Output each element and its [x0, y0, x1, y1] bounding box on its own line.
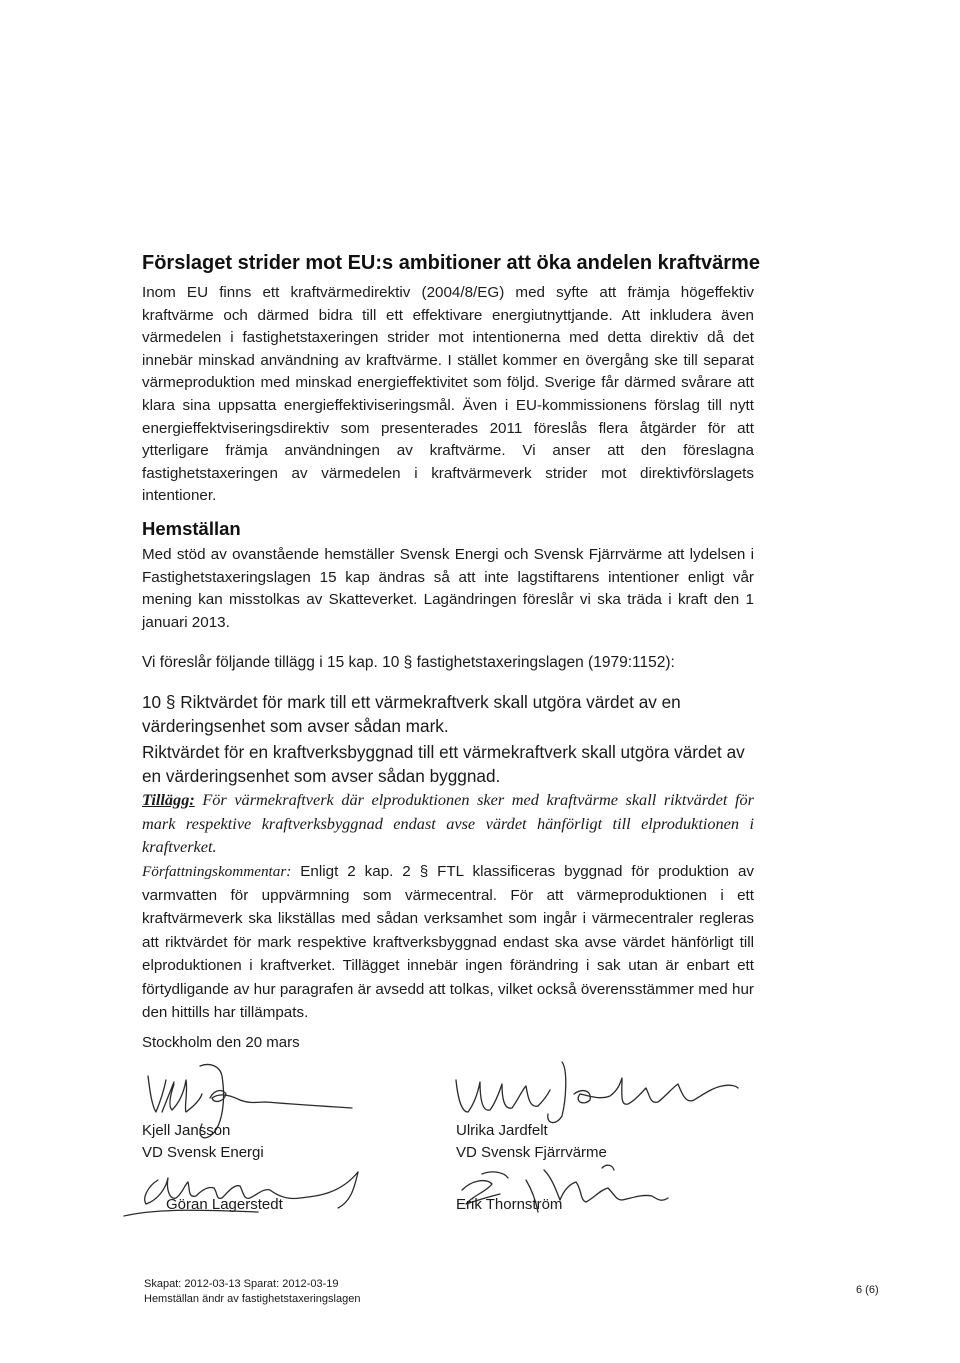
- addition-label: Tillägg:: [142, 790, 195, 809]
- footer-dates: Skapat: 2012-03-13 Sparat: 2012-03-19: [144, 1278, 339, 1290]
- section-heading-eu-ambitions: Förslaget strider mot EU:s ambitioner att öka andelen kraftvärme: [142, 252, 760, 274]
- page-number: 6 (6): [856, 1284, 879, 1296]
- section-body-hemstallan: Med stöd av ovanstående hemställer Svensk Energi och Svensk Fjärrvärme att lydelsen i Fastighetstaxeringslagen 15 kap ändras så att inte lagstiftarens intentioner enligt vår mening kan misstolkas av Skatteverket. Lagändringen föreslår vi ska träda i kraft den 1 januari 2013.: [142, 546, 754, 631]
- comment-paragraph: [142, 860, 754, 1025]
- signatory-left-2: Göran Lagerstedt: [166, 1196, 283, 1213]
- signatory-right-2: Erik Thornström: [456, 1196, 563, 1213]
- proposal-paragraph-2: Riktvärdet för en kraftverksbyggnad till ett värmekraftverk skall utgöra värdet av en värderingsenhet som avser sådan byggnad.: [142, 742, 745, 786]
- signature-ulrika-jardfelt: [450, 1060, 740, 1130]
- section-body-eu-ambitions: Inom EU finns ett kraftvärmedirektiv (2004/8/EG) med syfte att främja högeffektiv kraftvärme och därmed bidra till ett effektivare energiutnyttjande. Att inkludera även värmedelen i fastighetstaxeringen strider mot intentionerna med detta direktiv då det innebär minskad användning av kraftvärme. I stället kommer en övergång ske till separat värmeproduktion med minskad energieffektivitet som följd. Sverige får därmed svårare att klara sina uppsatta energieffektiviseringsmål. Även i EU-kommissionens förslag till nytt energieffektviseringsdirektiv som presenterades 2011 föreslås flera åtgärder för att ytterligare främja användningen av kraftvärme. Vi anser att den föreslagna fastighetstaxeringen av värmedelen i kraftvärmeverk strider mot direktivförslagets intentioner.: [142, 284, 754, 505]
- comment-label: Författningskommentar:: [142, 863, 292, 880]
- addition-paragraph: [142, 788, 754, 859]
- place-date: Stockholm den 20 mars: [142, 1034, 300, 1051]
- signatory-right-1: Ulrika Jardfelt: [456, 1122, 548, 1139]
- addition-text: För värmekraftverk där elproduktionen sker med kraftvärme skall riktvärdet för mark respektive kraftverksbyggnad endast avse värdet hänförligt till elproduktionen i kraftverket.: [142, 790, 754, 856]
- section-heading-hemstallan: Hemställan: [142, 518, 241, 539]
- signatory-left-1: Kjell Jansson: [142, 1122, 231, 1139]
- comment-text: Enligt 2 kap. 2 § FTL klassificeras byggnad för produktion av varmvatten för uppvärmning som värmecentral. För att värmeproduktionen i ett kraftvärmeverk ska likställas med sådan verksamhet som ingår i värmecentraler regleras att riktvärdet för mark respektive kraftverksbyggnad endast ska avse värdet hänförligt till elproduktionen i kraftverket. Tillägget innebär ingen förändring i sak utan är enbart ett förtydligande av hur paragrafen är avsedd att tolkas, vilket också överensstämmer med hur den hittills har tillämpats.: [142, 863, 754, 1021]
- proposal-paragraph-1: 10 § Riktvärdet för mark till ett värmekraftverk skall utgöra värdet av en värderingsenhet som avser sådan mark.: [142, 692, 681, 736]
- signatory-right-org: VD Svensk Fjärrvärme: [456, 1144, 607, 1161]
- proposal-intro: Vi föreslår följande tillägg i 15 kap. 10 § fastighetstaxeringslagen (1979:1152):: [142, 654, 675, 671]
- footer-document-title: Hemställan ändr av fastighetstaxeringslagen: [144, 1293, 361, 1305]
- signatory-left-org: VD Svensk Energi: [142, 1144, 264, 1161]
